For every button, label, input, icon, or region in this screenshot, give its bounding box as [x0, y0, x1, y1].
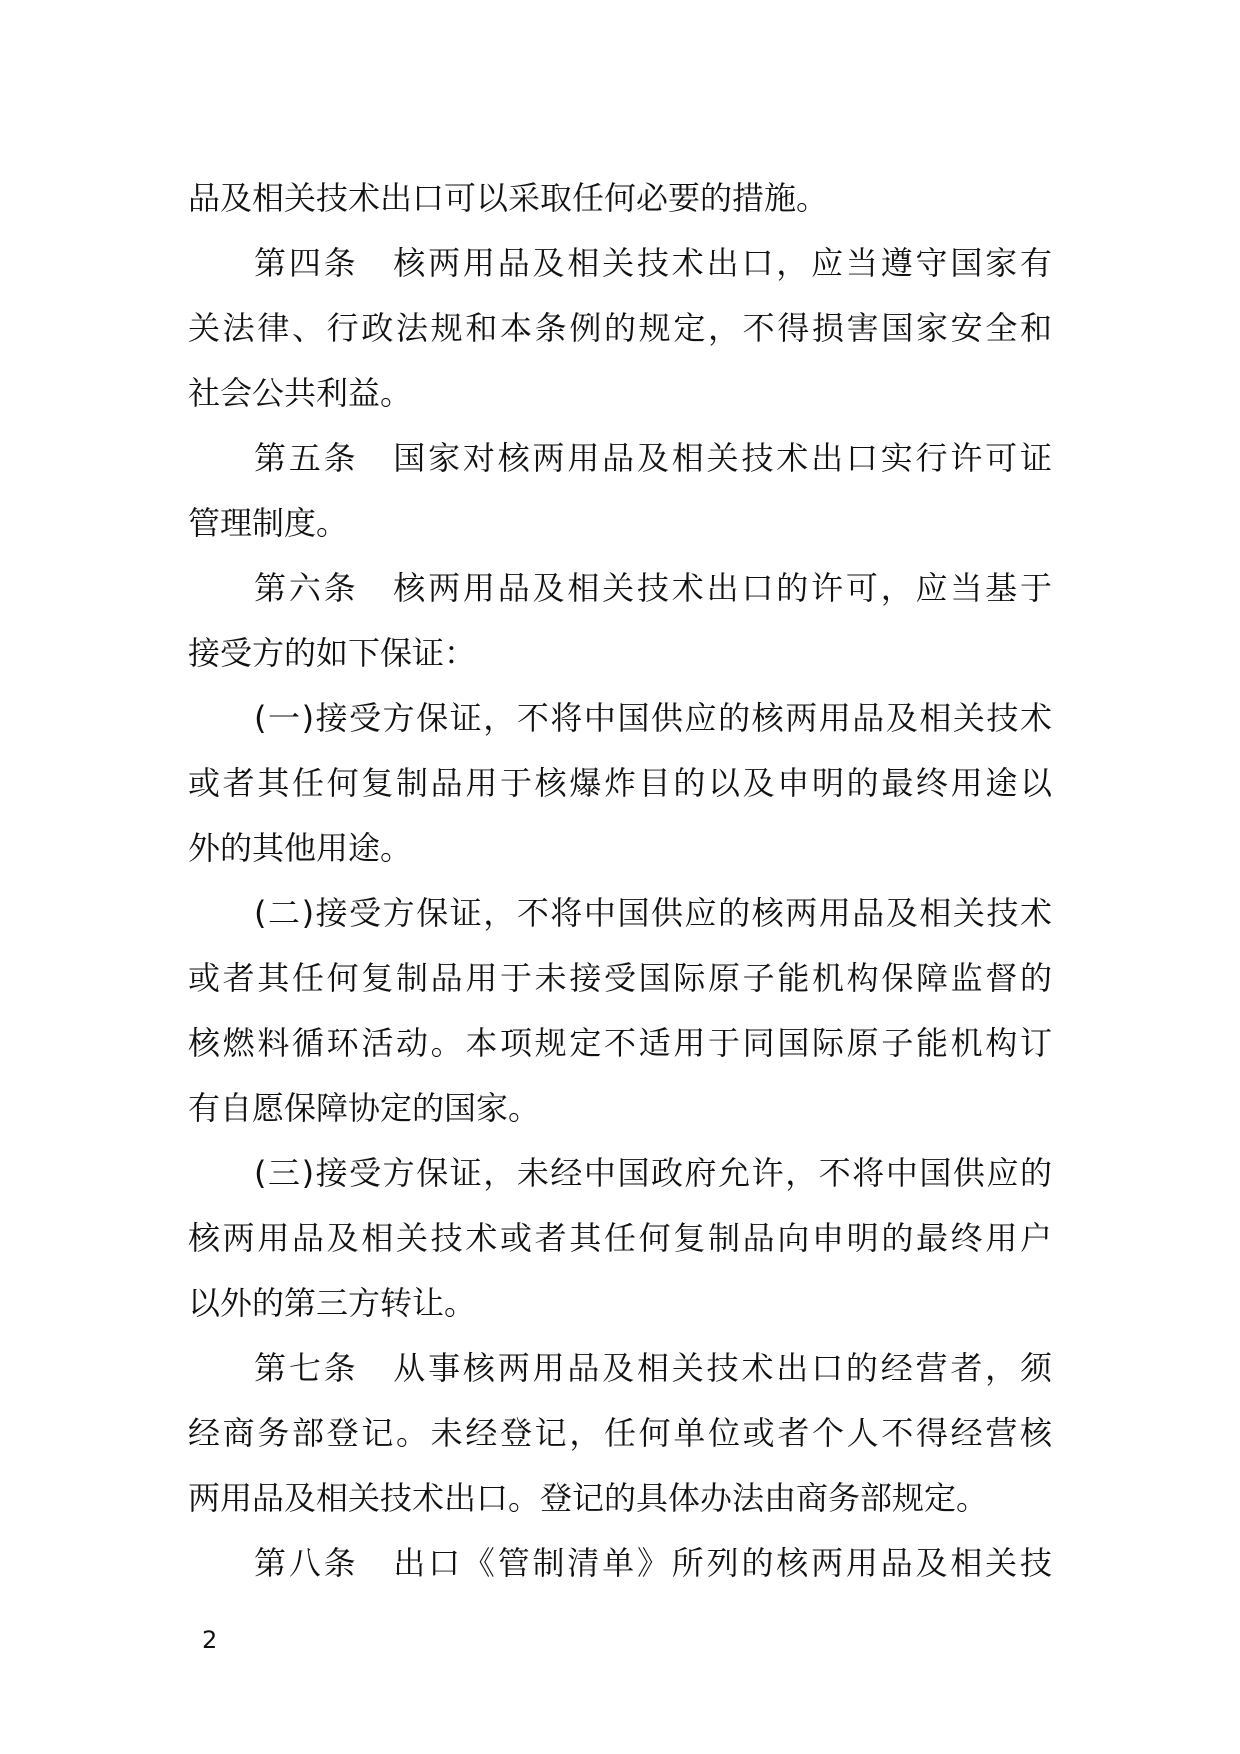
text-line: 管理制度。: [188, 504, 349, 542]
text-line: 两用品及相关技术出口。登记的具体办法由商务部规定。: [188, 1479, 989, 1517]
text-line: (二)接受方保证，不将中国供应的核两用品及相关技术: [254, 894, 1052, 932]
text-line: 核两用品及相关技术或者其任何复制品向申明的最终用户: [188, 1219, 1052, 1257]
text-line: 核燃料循环活动。本项规定不适用于同国际原子能机构订: [188, 1024, 1052, 1062]
text-line: 第四条 核两用品及相关技术出口，应当遵守国家有: [254, 244, 1052, 282]
text-line: 外的其他用途。: [188, 829, 413, 867]
text-line: 第五条 国家对核两用品及相关技术出口实行许可证: [254, 439, 1052, 477]
text-line: 以外的第三方转让。: [188, 1284, 477, 1322]
text-line: 关法律、行政法规和本条例的规定，不得损害国家安全和: [188, 309, 1052, 347]
text-line: 有自愿保障协定的国家。: [188, 1089, 541, 1127]
text-line: 品及相关技术出口可以采取任何必要的措施。: [188, 179, 829, 217]
body-text: [188, 166, 1052, 1596]
text-line: 第八条 出口《管制清单》所列的核两用品及相关技: [254, 1544, 1052, 1582]
text-line: (一)接受方保证，不将中国供应的核两用品及相关技术: [254, 699, 1052, 737]
text-line: 第七条 从事核两用品及相关技术出口的经营者，须: [254, 1349, 1052, 1387]
text-line: 经商务部登记。未经登记，任何单位或者个人不得经营核: [188, 1414, 1052, 1452]
text-line: 社会公共利益。: [188, 374, 413, 412]
text-line: 或者其任何复制品用于核爆炸目的以及申明的最终用途以: [188, 764, 1052, 802]
text-line: 或者其任何复制品用于未接受国际原子能机构保障监督的: [188, 959, 1052, 997]
text-line: 接受方的如下保证：: [188, 634, 477, 672]
text-line: 第六条 核两用品及相关技术出口的许可，应当基于: [254, 569, 1052, 607]
page-number: 2: [202, 1626, 218, 1654]
text-line: (三)接受方保证，未经中国政府允许，不将中国供应的: [254, 1154, 1052, 1192]
